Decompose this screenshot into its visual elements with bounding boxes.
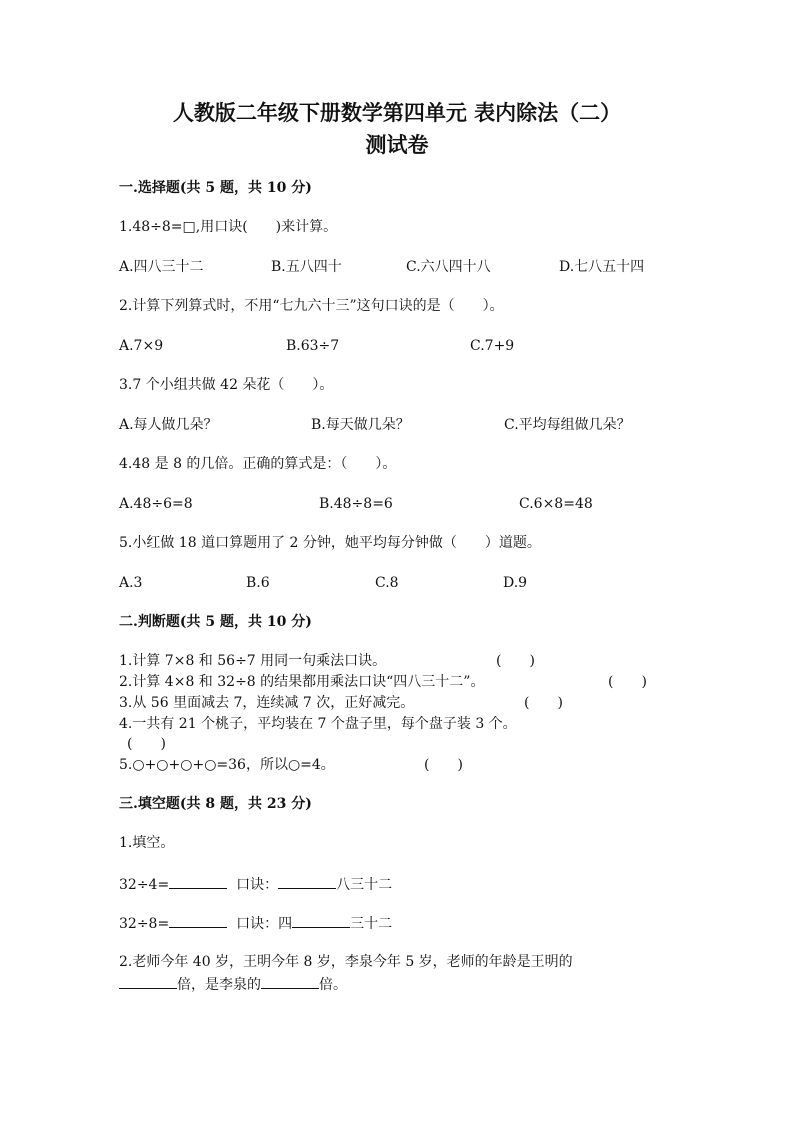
answer-paren[interactable]: ( ): [608, 674, 647, 690]
answer-blank[interactable]: [292, 913, 350, 928]
answer-paren[interactable]: ( ): [524, 695, 563, 711]
option[interactable]: C.7+9: [470, 338, 515, 354]
answer-blank[interactable]: [261, 974, 319, 989]
question-text: 5.小红做 18 道口算题用了 2 分钟，她平均每分钟做（ ）道题。: [119, 535, 541, 551]
option[interactable]: B.每天做几朵？: [311, 417, 410, 433]
section-heading-fill: 三.填空题(共 8 题，共 23 分): [119, 796, 312, 812]
section-heading-choice: 一.选择题(共 5 题，共 10 分): [119, 180, 312, 196]
option[interactable]: D.七八五十四: [559, 259, 645, 275]
judgement-text: 3.从 56 里面减去 7，连续减 7 次，正好减完。: [119, 695, 415, 711]
option[interactable]: A.四八三十二: [119, 259, 204, 275]
option[interactable]: B.6: [246, 575, 270, 591]
answer-paren[interactable]: ( ): [127, 736, 166, 752]
option[interactable]: A.7×9: [119, 338, 164, 354]
mnemonic-suffix: 三十二: [350, 916, 393, 932]
answer-paren[interactable]: ( ): [424, 757, 463, 773]
option[interactable]: D.9: [503, 575, 528, 591]
option[interactable]: B.48÷8=6: [319, 496, 393, 512]
option[interactable]: C.6×8=48: [519, 496, 593, 512]
question-text-part: 倍，是李泉的: [177, 977, 261, 993]
fill-row: [119, 974, 347, 994]
answer-blank[interactable]: [169, 913, 227, 928]
mnemonic-label: 口诀：: [236, 877, 279, 893]
fill-row: [119, 913, 392, 933]
option[interactable]: C.8: [375, 575, 399, 591]
question-text: 2.老师今年 40 岁，王明今年 8 岁，李泉今年 5 岁，老师的年龄是王明的: [119, 954, 573, 970]
question-text: 4.48 是 8 的几倍。正确的算式是：（ ）。: [119, 456, 397, 472]
equation: 32÷8=: [119, 916, 170, 932]
page-title: 人教版二年级下册数学第四单元 表内除法（二）: [172, 100, 622, 125]
mnemonic-suffix: 八三十二: [336, 877, 393, 893]
option[interactable]: A.3: [119, 575, 143, 591]
question-text: 3.7 个小组共做 42 朵花（ ）。: [119, 377, 334, 393]
judgement-text: 5.○+○+○+○=36，所以○=4。: [119, 757, 335, 773]
answer-blank[interactable]: [119, 974, 177, 989]
question-text: 1.48÷8=□,用口诀( )来计算。: [119, 219, 338, 235]
answer-blank[interactable]: [278, 874, 336, 889]
judgement-text: 1.计算 7×8 和 56÷7 用同一句乘法口诀。: [119, 653, 387, 669]
answer-blank[interactable]: [169, 874, 227, 889]
fill-row: [119, 874, 392, 894]
question-text-part: 倍。: [319, 977, 347, 993]
option[interactable]: A.48÷6=8: [119, 496, 193, 512]
section-heading-judgement: 二.判断题(共 5 题，共 10 分): [119, 614, 312, 630]
judgement-text: 2.计算 4×8 和 32÷8 的结果都用乘法口诀“四八三十二”。: [119, 674, 485, 690]
option[interactable]: C.平均每组做几朵？: [504, 417, 631, 433]
mnemonic-label: 口诀：四: [236, 916, 293, 932]
option[interactable]: C.六八四十八: [406, 259, 491, 275]
option[interactable]: B.五八四十: [271, 259, 342, 275]
judgement-text: 4.一共有 21 个桃子，平均装在 7 个盘子里，每个盘子装 3 个。: [119, 716, 517, 732]
question-text: 2.计算下列算式时，不用“七九六十三”这句口诀的是（ ）。: [119, 298, 504, 314]
option[interactable]: A.每人做几朵？: [119, 417, 218, 433]
answer-paren[interactable]: ( ): [496, 653, 535, 669]
equation: 32÷4=: [119, 877, 170, 893]
option[interactable]: B.63÷7: [286, 338, 340, 354]
page-subtitle: 测试卷: [365, 132, 429, 157]
question-text: 1.填空。: [119, 835, 175, 851]
